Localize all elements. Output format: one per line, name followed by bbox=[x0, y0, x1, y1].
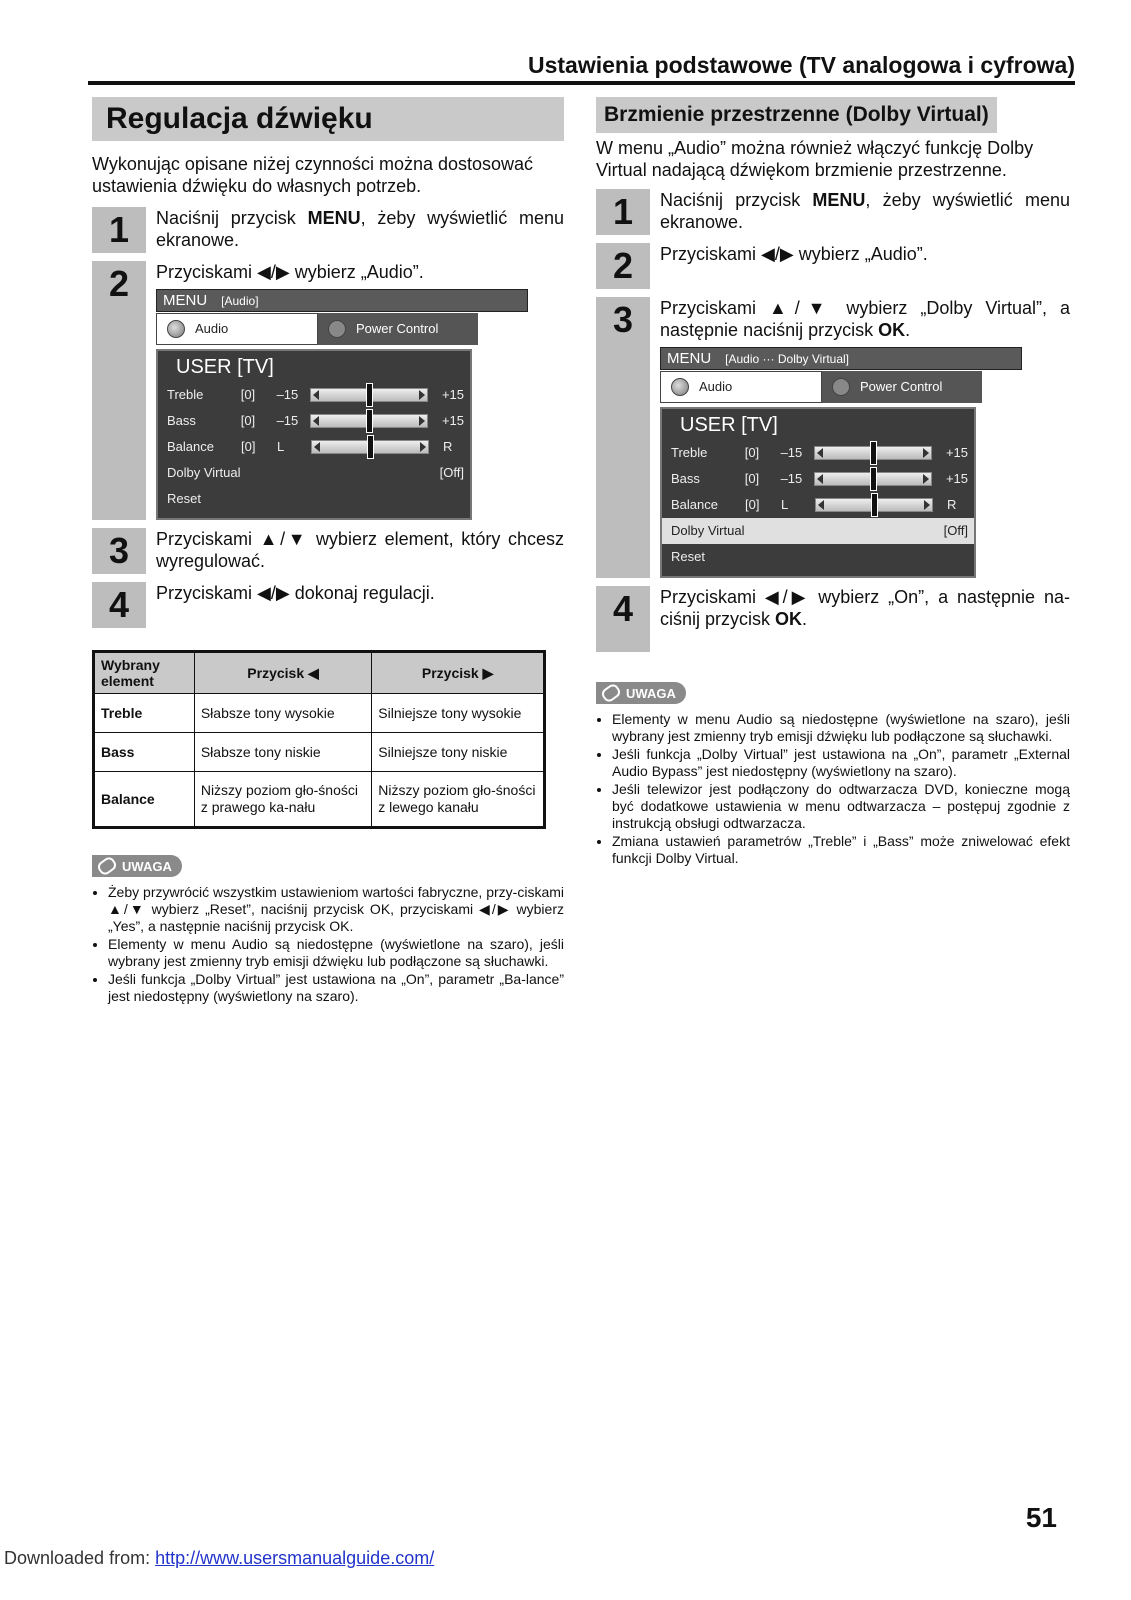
step-1 bbox=[92, 207, 564, 253]
step-number: 3 bbox=[92, 528, 146, 574]
step-text: Przyciskami ◀/▶ wybierz „Audio”. bbox=[660, 244, 928, 264]
page-header-title: Ustawienia podstawowe (TV analogowa i cyfrowa) bbox=[528, 52, 1075, 78]
table-cell: Słabsze tony wysokie bbox=[194, 694, 371, 733]
table-header: Przycisk ◀ bbox=[194, 652, 371, 694]
table-row bbox=[94, 733, 545, 772]
step-3 bbox=[92, 528, 564, 574]
table-cell: Niższy poziom gło-śności z lewego kanału bbox=[372, 772, 545, 828]
slider-knob bbox=[870, 467, 877, 491]
step-number: 4 bbox=[596, 586, 650, 652]
slider-knob bbox=[367, 435, 374, 459]
note-badge: UWAGA bbox=[596, 682, 686, 704]
osd-row-dolby-virtual: Dolby Virtual [Off] bbox=[662, 518, 974, 544]
leaf-icon bbox=[328, 320, 346, 338]
osd-tab-audio: Audio bbox=[156, 313, 318, 345]
right-column bbox=[596, 97, 1070, 868]
table-cell: Bass bbox=[94, 733, 195, 772]
slider bbox=[311, 440, 429, 454]
slider bbox=[310, 414, 428, 428]
osd-tabs bbox=[156, 313, 478, 345]
notes-list bbox=[92, 884, 564, 1005]
osd-menu-bar: MENU [Audio ··· Dolby Virtual] bbox=[660, 347, 1022, 370]
osd-menu-bar: MENU [Audio] bbox=[156, 289, 528, 312]
speaker-icon bbox=[671, 378, 689, 396]
step-text: Przyciskami ◀/▶ dokonaj regulacji. bbox=[156, 583, 435, 603]
step-2 bbox=[596, 243, 1070, 289]
osd-panel bbox=[156, 349, 472, 520]
list-item: • Zmiana ustawień parametrów „Treble” i „Bass” może zniwelować efekt funkcji Dolby Virtual. bbox=[612, 833, 1070, 867]
step-number: 3 bbox=[596, 297, 650, 578]
footer-download-note: Downloaded from: http://www.usersmanualguide.com/ bbox=[4, 1548, 435, 1568]
step-3 bbox=[596, 297, 1070, 578]
page-number: 51 bbox=[1025, 1502, 1057, 1533]
table-cell: Silniejsze tony wysokie bbox=[372, 694, 545, 733]
slider-knob bbox=[871, 493, 878, 517]
step-2 bbox=[92, 261, 564, 520]
list-item: • Elementy w menu Audio są niedostępne (wyświetlone na szaro), jeśli wybrany jest zmienny tryb emisji dźwięku lub podłączone są słuchawki. bbox=[108, 936, 564, 970]
table-row bbox=[94, 772, 545, 828]
table-cell: Treble bbox=[94, 694, 195, 733]
osd-panel bbox=[660, 407, 976, 578]
osd-row-treble: Treble [0] –15 +15 bbox=[662, 440, 974, 466]
table-cell: Silniejsze tony niskie bbox=[372, 733, 545, 772]
slider-knob bbox=[366, 383, 373, 407]
step-text: Przyciskami ▲/▼ wybierz element, który chcesz wyregulować. bbox=[156, 529, 564, 571]
leaf-icon bbox=[832, 378, 850, 396]
section-title: Brzmienie przestrzenne (Dolby Virtual) bbox=[596, 97, 997, 133]
list-item: • Jeśli funkcja „Dolby Virtual” jest ustawiona na „On”, parametr „Ba-lance” jest niedostępny (wyświetlony na szaro). bbox=[108, 971, 564, 1005]
osd-panel-title: USER [TV] bbox=[680, 414, 778, 436]
note-badge: UWAGA bbox=[92, 855, 182, 877]
osd-row-bass: Bass [0] –15 +15 bbox=[158, 408, 470, 434]
step-number: 1 bbox=[92, 207, 146, 253]
slider bbox=[310, 388, 428, 402]
table-cell: Niższy poziom gło-śności z prawego ka-nału bbox=[194, 772, 371, 828]
section-title: Regulacja dźwięku bbox=[92, 97, 564, 141]
step-text: Przyciskami ▲/▼ wybierz „Dolby Virtual”, a następnie naciśnij przycisk OK. bbox=[660, 298, 1070, 340]
step-4 bbox=[596, 586, 1070, 652]
osd-row-dolby-virtual: Dolby Virtual [Off] bbox=[167, 465, 464, 480]
paperclip-icon bbox=[96, 855, 119, 877]
table-cell: Balance bbox=[94, 772, 195, 828]
table-header-row bbox=[94, 652, 545, 694]
table-cell: Słabsze tony niskie bbox=[194, 733, 371, 772]
osd-row-reset: Reset bbox=[167, 491, 201, 506]
paperclip-icon bbox=[600, 682, 623, 704]
osd-row-treble: Treble [0] –15 +15 bbox=[158, 382, 470, 408]
osd-tab-power-control: Power Control bbox=[318, 313, 478, 345]
list-item: • Elementy w menu Audio są niedostępne (wyświetlone na szaro), jeśli wybrany jest zmienny tryb emisji dźwięku lub podłączone są słuchawki. bbox=[612, 711, 1070, 745]
table-row bbox=[94, 694, 545, 733]
step-text: Przyciskami ◀/▶ wybierz „Audio”. bbox=[156, 262, 424, 282]
step-text: Naciśnij przycisk MENU, żeby wyświetlić menu ekranowe. bbox=[156, 208, 564, 250]
step-number: 2 bbox=[596, 243, 650, 289]
list-item: • Jeśli telewizor jest podłączony do odtwarzacza DVD, konieczne mogą być dodatkowe ustawienia w menu odtwarzacza – postępuj zgodnie z instrukcją obsługi odtwarzacza. bbox=[612, 781, 1070, 832]
osd-tab-audio: Audio bbox=[660, 371, 822, 403]
osd-tab-power-control: Power Control bbox=[822, 371, 982, 403]
step-content bbox=[146, 261, 564, 520]
adjustment-table bbox=[92, 650, 546, 829]
osd-row-balance: Balance [0] L R bbox=[158, 434, 470, 460]
step-text: Naciśnij przycisk MENU, żeby wyświetlić menu ekranowe. bbox=[660, 190, 1070, 232]
step-number: 2 bbox=[92, 261, 146, 520]
osd-menu bbox=[156, 289, 528, 520]
step-number: 4 bbox=[92, 582, 146, 628]
osd-panel-title: USER [TV] bbox=[176, 356, 274, 378]
table-header: Przycisk ▶ bbox=[372, 652, 545, 694]
osd-row-bass: Bass [0] –15 +15 bbox=[662, 466, 974, 492]
slider bbox=[815, 498, 933, 512]
osd-tabs bbox=[660, 371, 982, 403]
header-rule bbox=[88, 81, 1075, 85]
notes-list bbox=[596, 711, 1070, 867]
step-content bbox=[650, 297, 1070, 578]
osd-row-reset: Reset bbox=[671, 549, 705, 564]
osd-menu bbox=[660, 347, 1022, 578]
step-4 bbox=[92, 582, 564, 628]
slider bbox=[814, 472, 932, 486]
slider-knob bbox=[366, 409, 373, 433]
intro-text: W menu „Audio” można również włączyć funkcję Dolby Virtual nadającą dźwiękom brzmienie przestrzenne. bbox=[596, 138, 1034, 180]
slider-knob bbox=[870, 441, 877, 465]
step-text: Przyciskami ◀/▶ wybierz „On”, a następnie na-ciśnij przycisk OK. bbox=[660, 587, 1070, 629]
osd-row-balance: Balance [0] L R bbox=[662, 492, 974, 518]
list-item: • Żeby przywrócić wszystkim ustawieniom wartości fabryczne, przy-ciskami ▲/▼ wybierz „Reset”, naciśnij przycisk OK, przyciskami ◀/▶ wybierz „Yes”, a następnie naciśnij przycisk OK. bbox=[108, 884, 564, 935]
speaker-icon bbox=[167, 320, 185, 338]
table-header: Wybrany element bbox=[94, 652, 195, 694]
step-number: 1 bbox=[596, 189, 650, 235]
left-column bbox=[92, 97, 564, 1006]
footer-link[interactable]: http://www.usersmanualguide.com/ bbox=[155, 1548, 435, 1568]
list-item: • Jeśli funkcja „Dolby Virtual” jest ustawiona na „On”, parametr „External Audio Bypass” jest niedostępny (wyświetlony na szaro). bbox=[612, 746, 1070, 780]
slider bbox=[814, 446, 932, 460]
step-1 bbox=[596, 189, 1070, 235]
intro-text: Wykonując opisane niżej czynności można dostosować ustawienia dźwięku do własnych potrzeb. bbox=[92, 154, 534, 196]
